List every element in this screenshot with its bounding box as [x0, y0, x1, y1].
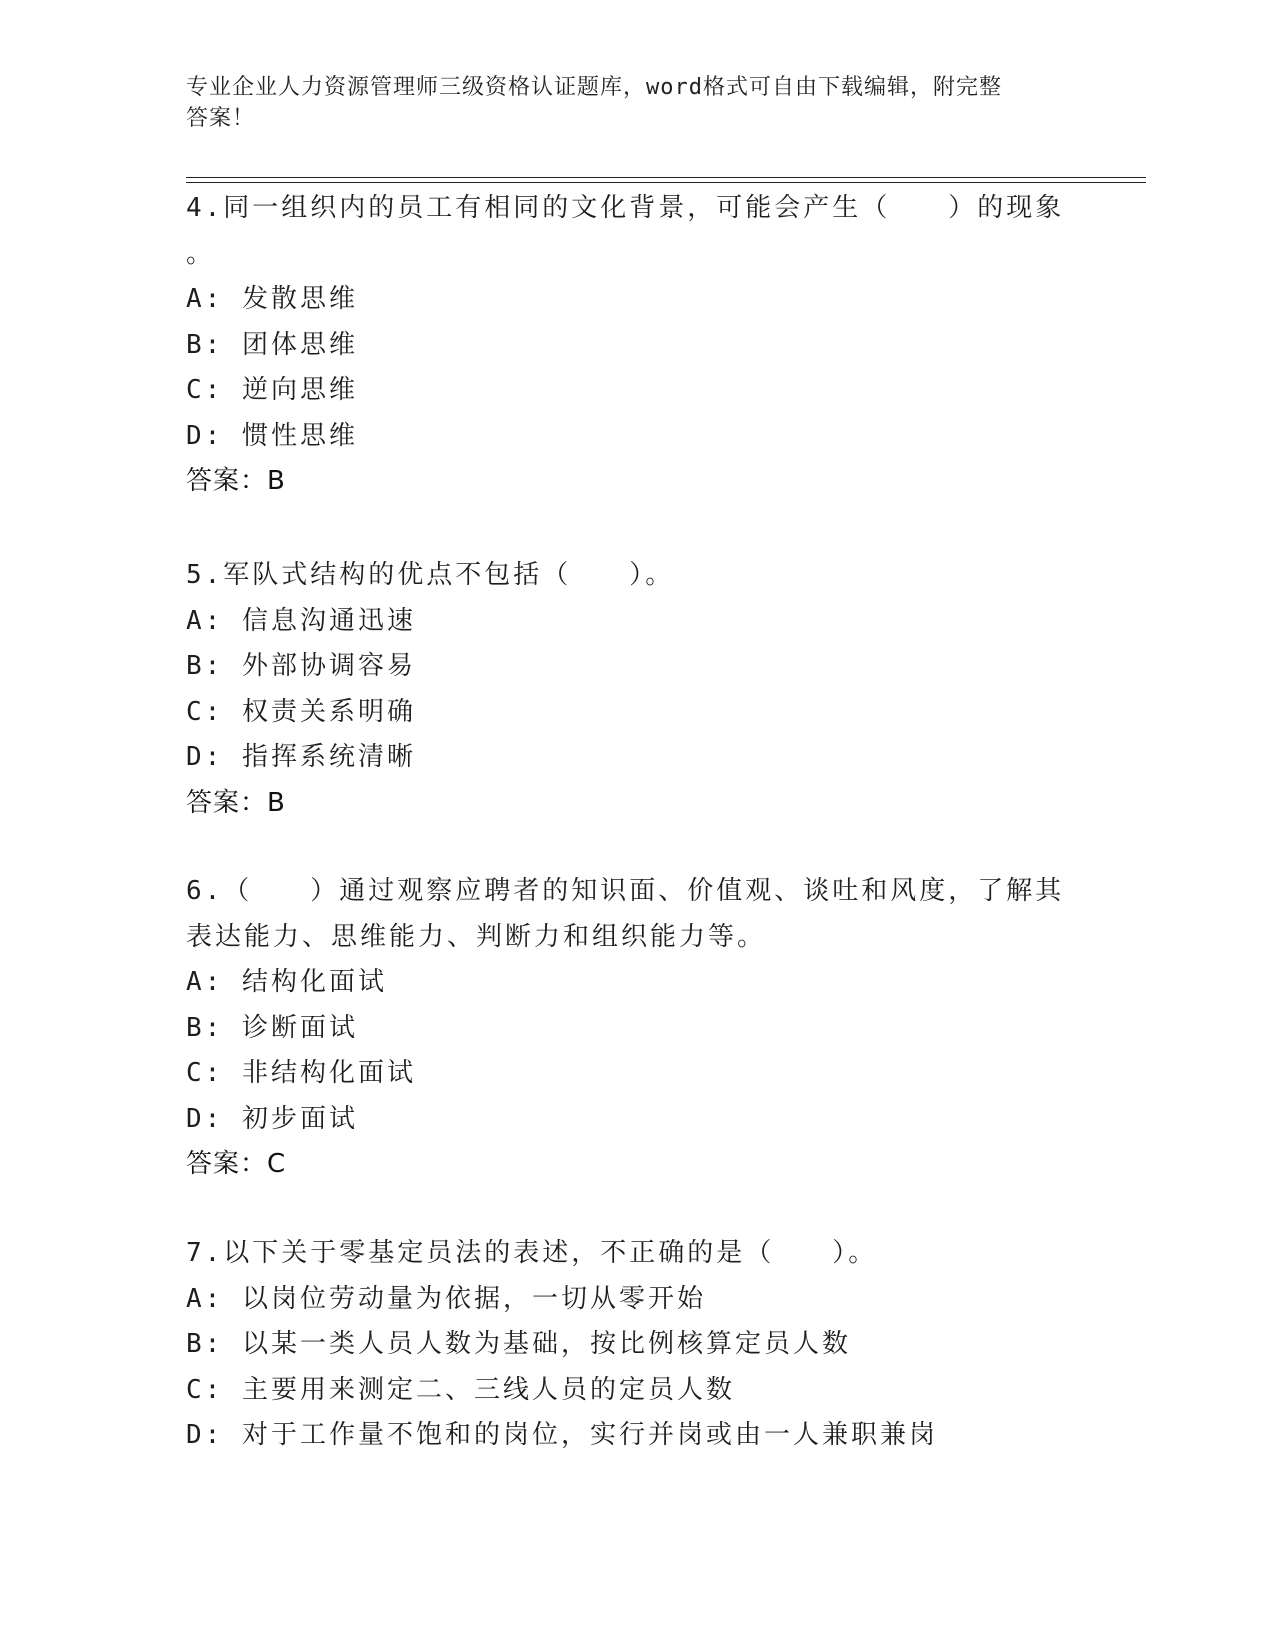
option-a: A: 以岗位劳动量为依据，一切从零开始 [186, 1283, 706, 1314]
option-a: A: 结构化面试 [186, 967, 387, 997]
question-stem: 5.军队式结构的优点不包括（ ）。 [186, 560, 675, 590]
option-c: C: 逆向思维 [186, 375, 358, 405]
question-7 [186, 1231, 1086, 1459]
option-a: A: 发散思维 [186, 284, 358, 314]
question-5 [186, 553, 1086, 826]
header-divider-top [186, 177, 1146, 178]
option-d: D: 惯性思维 [186, 420, 358, 451]
option-b: B: 诊断面试 [186, 1012, 358, 1043]
question-stem-continued: 。 [186, 238, 216, 269]
answer-line: 答案：B [186, 787, 286, 818]
option-d: D: 初步面试 [186, 1103, 358, 1134]
option-b: B: 团体思维 [186, 329, 358, 360]
option-b: B: 外部协调容易 [186, 651, 416, 681]
answer-line: 答案：C [186, 1149, 287, 1179]
answer-line: 答案：B [186, 466, 286, 496]
option-d: D: 对于工作量不饱和的岗位，实行并岗或由一人兼职兼岗 [186, 1420, 938, 1450]
question-stem: 7.以下关于零基定员法的表述，不正确的是（ ）。 [186, 1238, 878, 1268]
option-b: B: 以某一类人员人数为基础，按比例核算定员人数 [186, 1329, 851, 1359]
question-stem: 4.同一组织内的员工有相同的文化背景，可能会产生（ ）的现象 [186, 193, 1065, 223]
option-c: C: 非结构化面试 [186, 1058, 416, 1088]
option-d: D: 指挥系统清晰 [186, 742, 416, 772]
option-c: C: 主要用来测定二、三线人员的定员人数 [186, 1374, 735, 1405]
header-line-1: 专业企业人力资源管理师三级资格认证题库，word格式可自由下载编辑，附完整 [186, 75, 1002, 100]
question-4 [186, 186, 1086, 505]
option-a: A: 信息沟通迅速 [186, 605, 416, 636]
document-header [186, 72, 1066, 134]
question-6 [186, 869, 1086, 1188]
question-stem-continued: 表达能力、思维能力、判断力和组织能力等。 [186, 921, 767, 952]
question-stem: 6.（ ）通过观察应聘者的知识面、价值观、谈吐和风度，了解其 [186, 876, 1065, 906]
option-c: C: 权责关系明确 [186, 696, 416, 727]
header-divider-bottom [186, 182, 1146, 183]
header-line-2: 答案！ [186, 106, 256, 131]
